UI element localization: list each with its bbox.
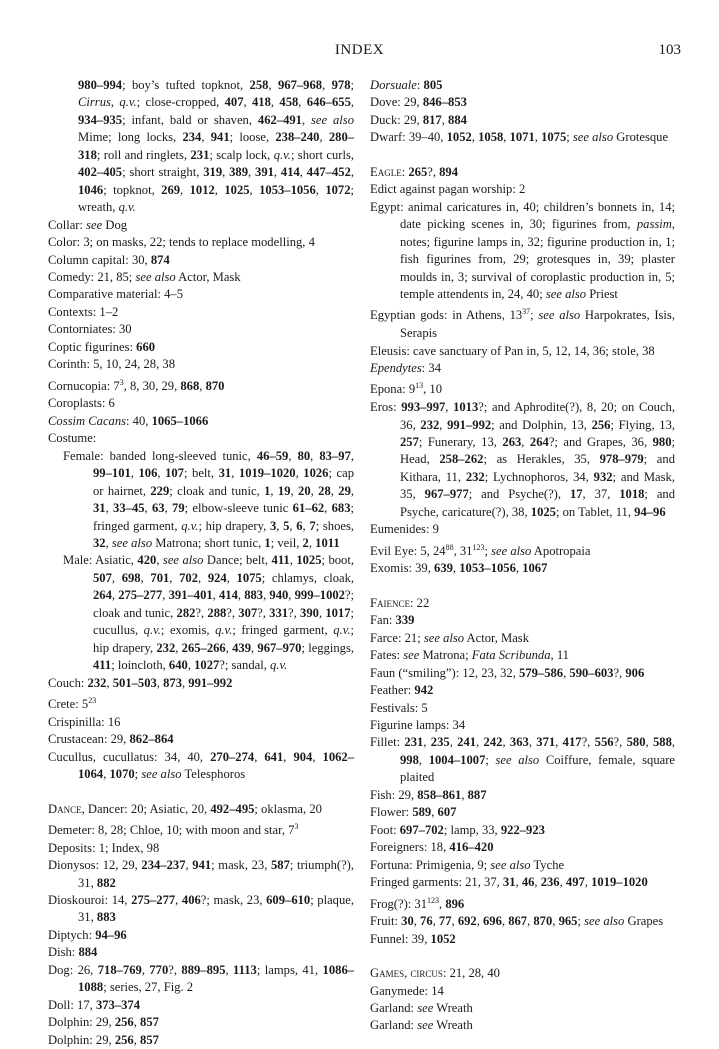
index-entry: Fish: 29, 858–861, 887 (370, 787, 487, 802)
index-entry: Fortuna: Primigenia, 9; see also Tyche (370, 857, 565, 872)
index-entry: Dove: 29, 846–853 (370, 95, 467, 110)
index-column-left (48, 77, 354, 1049)
index-entry: Dorsuale: 805 (370, 78, 443, 92)
index-entry: Feather: 942 (370, 683, 434, 698)
index-entry: Diptych: 94–96 (48, 927, 127, 942)
index-entry: Fringed garments: 21, 37, 31, 46, 236, 497, 1019–1020 (370, 875, 648, 890)
index-entry: Cucullus, cucullatus: 34, 40, 270–274, 641, 904, 1062–1064, 1070; see also Telesphoros (48, 749, 355, 782)
index-entry: Female: banded long-sleeved tunic, 46–59, 80, 83–97, 99–101, 106, 107; belt, 31, 1019–1020, 1026; cap or hairnet, 229; cloak and tunic, 1, 19, 20, 28, 29, 31, 33–45, 63, 79; elbow-sleeve tunic 61–62, 683; fringed garment, q.v.; hip drapery, 3, 5, 6, 7; shoes, 32, see also Matrona; short tunic, 1; veil, 2, 1011 (63, 448, 355, 550)
index-entry: Crispinilla: 16 (48, 714, 121, 729)
index-entry: Eleusis: cave sanctuary of Pan in, 5, 12, 14, 36; stole, 38 (370, 343, 655, 358)
index-entry: Contexts: 1–2 (48, 304, 119, 319)
section-gap (370, 948, 675, 965)
index-entry: Deposits: 1; Index, 98 (48, 840, 160, 855)
index-entry: 980–994; boy’s tufted topknot, 258, 967–968, 978; Cirrus, q.v.; close-cropped, 407, 418, 458, 646–655, 934–935; infant, bald or shaven, 462–491, see also Mime; long locks, 234, 941; loose, 238–240, 280–318; roll and ringlets, 231; scalp lock, q.v.; short curls, 402–405; short straight, 319, 389, 391, 414, 447–452, 1046; topknot, 269, 1012, 1025, 1053–1056, 1072; wreath, q.v. (78, 78, 355, 215)
index-entry: Crustacean: 29, 862–864 (48, 732, 174, 747)
page-title: INDEX (334, 42, 385, 58)
index-entry: Cornucopia: $7^3$, 8, 30, 29, 868, 870 (48, 377, 225, 393)
index-entry: Dog: 26, 718–769, 770?, 889–895, 1113; lamps, 41, 1086–1088; series, 27, Fig. 2 (48, 962, 355, 995)
index-entry: Column capital: 30, 874 (48, 252, 170, 267)
index-entry: Evil Eye: 5, $24^{88}$, $31^{123}$; see also Apotropaia (370, 542, 591, 558)
index-entry: Faience: 22 (370, 595, 430, 610)
index-entry: Epona: $9^{13}$, 10 (370, 381, 443, 397)
index-entry: Demeter: 8, 28; Chloe, 10; with moon and star, $7^3$ (48, 821, 299, 838)
section-gap (48, 784, 354, 801)
index-entry: Dionysos: 12, 29, 234–237, 941; mask, 23, 587; triumph(?), 31, 882 (48, 858, 354, 890)
index-entry: Funnel: 39, 1052 (370, 931, 456, 946)
index-entry: Garland: see Wreath (370, 1018, 473, 1033)
index-entry: Corinth: 5, 10, 24, 28, 38 (48, 357, 175, 372)
index-entry: Games, circus: 21, 28, 40 (370, 966, 500, 981)
running-header (0, 42, 719, 64)
index-column-right (370, 77, 675, 1035)
index-entry: Eumenides: 9 (370, 522, 439, 537)
index-entry: Fan: 339 (370, 613, 415, 628)
index-entry: Exomis: 39, 639, 1053–1056, 1067 (370, 561, 548, 576)
index-entry: Fillet: 231, 235, 241, 242, 363, 371, 417?, 556?, 580, 588, 998, 1004–1007; see also Coiffure, female, square plaited (370, 735, 676, 785)
index-entry: Crete: $5^{23}$ (48, 696, 97, 712)
index-entry: Collar: see Dog (48, 217, 128, 232)
index-entry: Egypt: animal caricatures in, 40; children’s bonnets in, 14; date picking scenes in, 30; figurines from, passim, notes; figurine lamps in, 32; figurine production in, 1; fish figurines from, 29; grotesques in, 39; plaster moulds in, 3; survival of coroplastic production in, 5; temple attendents in, 24, 40; see also Priest (370, 199, 675, 301)
index-entry: Male: Asiatic, 420, see also Dance; belt, 411, 1025; boot, 507, 698, 701, 702, 924, 1075; chlamys, cloak, 264, 275–277, 391–401, 414, 883, 940, 999–1002?; cloak and tunic, 282?, 288?, 307?, 331?, 390, 1017; cucullus, q.v.; exomis, q.v.; fringed garment, q.v.; hip drapery, 232, 265–266, 439, 967–970; leggings, 411; loincloth, 640, 1027?; sandal, q.v. (63, 553, 355, 673)
index-entry: Foot: 697–702; lamp, 33, 922–923 (370, 822, 545, 837)
index-entry: Costume: (48, 431, 97, 446)
index-entry: Egyptian gods: in Athens, $13^{37}$; see also Harpokrates, Isis, Serapis (370, 307, 675, 341)
index-entry: Comparative material: 4–5 (48, 287, 183, 302)
index-entry: Frog(?): $31^{123}$, 896 (370, 895, 465, 911)
index-entry: Ependytes: 34 (370, 360, 442, 375)
index-entry: Dolphin: 29, 256, 857 (48, 1015, 159, 1030)
index-entry: Dwarf: 39–40, 1052, 1058, 1071, 1075; see also Grotesque (370, 130, 669, 145)
index-entry: Farce: 21; see also Actor, Mask (370, 630, 529, 645)
index-entry: Figurine lamps: 34 (370, 717, 466, 732)
index-entry: Dioskouroi: 14, 275–277, 406?; mask, 23, 609–610; plaque, 31, 883 (48, 892, 355, 925)
index-entry: Eros: 993–997, 1013?; and Aphrodite(?), 8, 20; on Couch, 36, 232, 991–992; and Dolphin, 13, 256; Flying, 13, 257; Funerary, 13, 263, 264?; and Grapes, 36, 980; Head, 258–262; as Herakles, 35, 978–979; and Kithara, 11, 232; Lychnophoros, 34, 932; and Mask, 35, 967–977; and Psyche(?), 17, 37, 1018; and Psyche, caricature(?), 38, 1025; on Tablet, 11, 94–96 (370, 400, 676, 519)
index-entry: Flower: 589, 607 (370, 805, 457, 820)
index-entry: Dolphin: 29, 256, 857 (48, 1032, 159, 1047)
index-entry: Couch: 232, 501–503, 873, 991–992 (48, 675, 233, 690)
index-entry: Dish: 884 (48, 945, 98, 960)
index-entry: Ganymede: 14 (370, 983, 444, 998)
index-entry: Fruit: 30, 76, 77, 692, 696, 867, 870, 965; see also Grapes (370, 914, 664, 929)
index-entry: Doll: 17, 373–374 (48, 997, 141, 1012)
index-entry: Coroplasts: 6 (48, 396, 115, 411)
page-number: 103 (658, 42, 681, 58)
index-entry: Festivals: 5 (370, 700, 428, 715)
index-entry: Foreigners: 18, 416–420 (370, 840, 494, 855)
index-entry: Duck: 29, 817, 884 (370, 112, 467, 127)
index-entry: Color: 3; on masks, 22; tends to replace modelling, 4 (48, 235, 315, 250)
index-entry: Fates: see Matrona; Fata Scribunda, 11 (370, 648, 569, 663)
index-entry: Faun (“smiling”): 12, 23, 32, 579–586, 590–603?, 906 (370, 665, 645, 680)
index-entry: Garland: see Wreath (370, 1000, 473, 1015)
index-entry: Coptic figurines: 660 (48, 339, 156, 354)
index-entry: Contorniates: 30 (48, 322, 132, 337)
index-entry: Cossim Cacans: 40, 1065–1066 (48, 413, 209, 428)
section-gap (370, 578, 675, 595)
section-gap (370, 147, 675, 164)
index-entry: Edict against pagan worship: 2 (370, 182, 526, 197)
index-entry: Comedy: 21, 85; see also Actor, Mask (48, 269, 241, 284)
index-entry: Dance, Dancer: 20; Asiatic, 20, 492–495; oklasma, 20 (48, 801, 322, 816)
index-entry: Eagle: 265?, 894 (370, 164, 459, 179)
